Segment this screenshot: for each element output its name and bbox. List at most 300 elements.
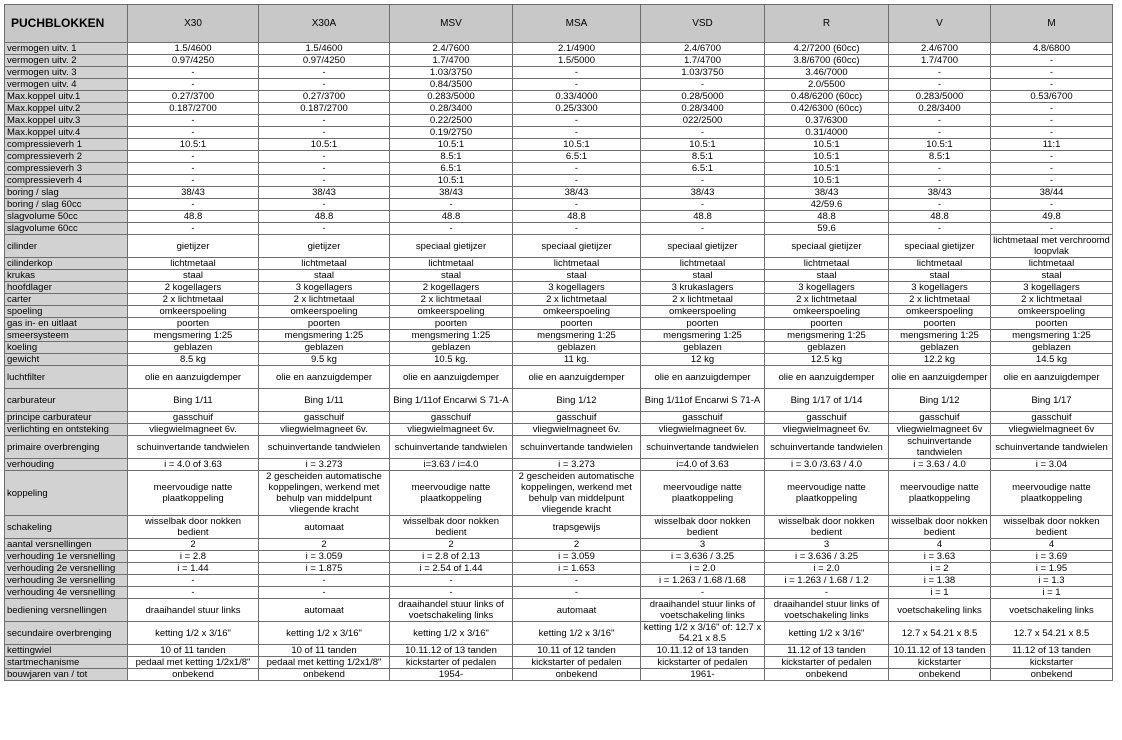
table-cell: pedaal met ketting 1/2x1/8" bbox=[128, 657, 259, 669]
table-cell: 2 x lichtmetaal bbox=[128, 294, 259, 306]
table-cell: Bing 1/11of Encarwi S 71-A bbox=[390, 389, 513, 412]
table-cell: 3 kogellagers bbox=[765, 282, 889, 294]
table-cell: 14.5 kg bbox=[991, 354, 1113, 366]
table-cell: - bbox=[765, 587, 889, 599]
model-header-m: M bbox=[991, 5, 1113, 43]
table-cell: - bbox=[889, 223, 991, 235]
table-cell: schuinvertande tandwielen bbox=[991, 436, 1113, 459]
table-cell: Bing 1/11 bbox=[259, 389, 390, 412]
table-row bbox=[5, 389, 1113, 412]
table-row bbox=[5, 424, 1113, 436]
table-cell: 10.5:1 bbox=[765, 139, 889, 151]
model-header-x30a: X30A bbox=[259, 5, 390, 43]
row-label: kettingwiel bbox=[5, 645, 128, 657]
table-cell: mengsmering 1:25 bbox=[259, 330, 390, 342]
table-cell: - bbox=[390, 587, 513, 599]
table-cell: schuinvertande tandwielen bbox=[889, 436, 991, 459]
table-cell: 12 kg bbox=[641, 354, 765, 366]
table-cell: onbekend bbox=[889, 669, 991, 681]
table-row bbox=[5, 669, 1113, 681]
table-cell: gasschuif bbox=[765, 412, 889, 424]
table-row bbox=[5, 127, 1113, 139]
table-row bbox=[5, 587, 1113, 599]
table-cell: 0.31/4000 bbox=[765, 127, 889, 139]
table-row bbox=[5, 657, 1113, 669]
table-cell: gasschuif bbox=[641, 412, 765, 424]
table-cell: staal bbox=[128, 270, 259, 282]
table-cell: 2 bbox=[259, 539, 390, 551]
table-cell: 2 bbox=[128, 539, 259, 551]
table-cell: i=3.63 / i=4.0 bbox=[390, 459, 513, 471]
table-cell: 2 bbox=[390, 539, 513, 551]
table-row bbox=[5, 366, 1113, 389]
table-cell: 2.4/7600 bbox=[390, 43, 513, 55]
table-cell: kickstarter of pedalen bbox=[513, 657, 641, 669]
table-cell: - bbox=[991, 55, 1113, 67]
table-cell: i = 3.059 bbox=[513, 551, 641, 563]
table-cell: i = 3.63 / 4.0 bbox=[889, 459, 991, 471]
row-label: boring / slag 60cc bbox=[5, 199, 128, 211]
table-row bbox=[5, 622, 1113, 645]
model-header-vsd: VSD bbox=[641, 5, 765, 43]
header-row bbox=[5, 5, 1113, 43]
table-cell: 2 x lichtmetaal bbox=[889, 294, 991, 306]
table-cell: 12.7 x 54.21 x 8.5 bbox=[889, 622, 991, 645]
row-label: gas in- en uitlaat bbox=[5, 318, 128, 330]
table-cell: 022/2500 bbox=[641, 115, 765, 127]
table-cell: 3 kogellagers bbox=[259, 282, 390, 294]
table-row bbox=[5, 91, 1113, 103]
table-cell: olie en aanzuigdemper bbox=[765, 366, 889, 389]
table-cell: - bbox=[259, 199, 390, 211]
table-cell: vliegwielmagneet 6v. bbox=[641, 424, 765, 436]
table-cell: - bbox=[390, 199, 513, 211]
table-cell: meervoudige natte plaatkoppeling bbox=[641, 471, 765, 516]
table-cell: staal bbox=[991, 270, 1113, 282]
table-cell: kickstarter of pedalen bbox=[390, 657, 513, 669]
model-header-r: R bbox=[765, 5, 889, 43]
table-cell: 2 x lichtmetaal bbox=[765, 294, 889, 306]
table-cell: 10.11.12 of 13 tanden bbox=[889, 645, 991, 657]
table-cell: schuinvertande tandwielen bbox=[513, 436, 641, 459]
table-cell: automaat bbox=[259, 516, 390, 539]
row-label: verhouding 3e versnelling bbox=[5, 575, 128, 587]
table-cell: staal bbox=[765, 270, 889, 282]
table-cell: 49.8 bbox=[991, 211, 1113, 223]
table-cell: i = 3.636 / 3.25 bbox=[641, 551, 765, 563]
table-cell: Bing 1/12 bbox=[889, 389, 991, 412]
table-cell: ketting 1/2 x 3/16" bbox=[259, 622, 390, 645]
table-cell: kickstarter bbox=[991, 657, 1113, 669]
table-cell: wisselbak door nokken bedient bbox=[991, 516, 1113, 539]
table-cell: lichtmetaal bbox=[991, 258, 1113, 270]
table-cell: 10.5:1 bbox=[390, 139, 513, 151]
row-label: vermogen uitv. 1 bbox=[5, 43, 128, 55]
table-cell: poorten bbox=[513, 318, 641, 330]
table-cell: meervoudige natte plaatkoppeling bbox=[390, 471, 513, 516]
model-header-msv: MSV bbox=[390, 5, 513, 43]
table-cell: lichtmetaal bbox=[765, 258, 889, 270]
table-cell: - bbox=[128, 127, 259, 139]
table-cell: - bbox=[259, 163, 390, 175]
table-cell: olie en aanzuigdemper bbox=[889, 366, 991, 389]
table-cell: - bbox=[513, 163, 641, 175]
table-cell: - bbox=[641, 199, 765, 211]
table-row bbox=[5, 270, 1113, 282]
table-cell: 38/43 bbox=[513, 187, 641, 199]
row-label: vermogen uitv. 3 bbox=[5, 67, 128, 79]
table-cell: ketting 1/2 x 3/16" of: 12.7 x 54.21 x 8.5 bbox=[641, 622, 765, 645]
table-cell: - bbox=[889, 163, 991, 175]
table-cell: 2 kogellagers bbox=[128, 282, 259, 294]
table-row bbox=[5, 342, 1113, 354]
table-cell: schuinvertande tandwielen bbox=[390, 436, 513, 459]
table-row bbox=[5, 163, 1113, 175]
row-label: verhouding 2e versnelling bbox=[5, 563, 128, 575]
table-cell: - bbox=[259, 79, 390, 91]
table-cell: lichtmetaal met verchroomd loopvlak bbox=[991, 235, 1113, 258]
model-header-msa: MSA bbox=[513, 5, 641, 43]
table-cell: mengsmering 1:25 bbox=[765, 330, 889, 342]
table-cell: 10.5:1 bbox=[765, 163, 889, 175]
table-cell: 10.5:1 bbox=[513, 139, 641, 151]
table-cell: - bbox=[889, 175, 991, 187]
row-label: gewicht bbox=[5, 354, 128, 366]
table-cell: gasschuif bbox=[889, 412, 991, 424]
row-label: verhouding 4e versnelling bbox=[5, 587, 128, 599]
spec-table bbox=[4, 4, 1113, 681]
table-cell: - bbox=[991, 127, 1113, 139]
table-cell: i = 3.636 / 3.25 bbox=[765, 551, 889, 563]
table-cell: - bbox=[991, 163, 1113, 175]
table-cell: - bbox=[259, 67, 390, 79]
table-cell: ketting 1/2 x 3/16" bbox=[513, 622, 641, 645]
table-cell: kickstarter bbox=[889, 657, 991, 669]
table-cell: kickstarter of pedalen bbox=[641, 657, 765, 669]
table-row bbox=[5, 575, 1113, 587]
table-cell: 4 bbox=[889, 539, 991, 551]
table-row bbox=[5, 235, 1113, 258]
table-cell: i = 1.38 bbox=[889, 575, 991, 587]
table-cell: schuinvertande tandwielen bbox=[765, 436, 889, 459]
table-cell: 9.5 kg bbox=[259, 354, 390, 366]
row-label: secundaire overbrenging bbox=[5, 622, 128, 645]
table-cell: 59.6 bbox=[765, 223, 889, 235]
table-cell: 10.5 kg. bbox=[390, 354, 513, 366]
table-cell: mengsmering 1:25 bbox=[641, 330, 765, 342]
table-cell: - bbox=[991, 103, 1113, 115]
table-cell: 10.5:1 bbox=[390, 175, 513, 187]
table-cell: omkeerspoeling bbox=[991, 306, 1113, 318]
table-cell: 6.5:1 bbox=[513, 151, 641, 163]
table-cell: poorten bbox=[390, 318, 513, 330]
table-cell: i = 3.059 bbox=[259, 551, 390, 563]
table-cell: i = 1.95 bbox=[991, 563, 1113, 575]
table-cell: 1.5/5000 bbox=[513, 55, 641, 67]
row-label: aantal versnellingen bbox=[5, 539, 128, 551]
table-cell: 0.28/3400 bbox=[889, 103, 991, 115]
table-row bbox=[5, 258, 1113, 270]
table-cell: geblazen bbox=[513, 342, 641, 354]
table-cell: 3 bbox=[641, 539, 765, 551]
table-cell: 4 bbox=[991, 539, 1113, 551]
table-cell: 6.5:1 bbox=[641, 163, 765, 175]
table-cell: i = 2.0 bbox=[641, 563, 765, 575]
table-cell: i = 3.04 bbox=[991, 459, 1113, 471]
table-cell: - bbox=[513, 175, 641, 187]
table-cell: poorten bbox=[128, 318, 259, 330]
table-cell: speciaal gietijzer bbox=[889, 235, 991, 258]
table-cell: - bbox=[991, 175, 1113, 187]
table-cell: 4.2/7200 (60cc) bbox=[765, 43, 889, 55]
table-cell: 1.7/4700 bbox=[390, 55, 513, 67]
table-row bbox=[5, 67, 1113, 79]
table-cell: - bbox=[641, 223, 765, 235]
table-cell: - bbox=[128, 115, 259, 127]
table-cell: - bbox=[991, 199, 1113, 211]
table-cell: omkeerspoeling bbox=[390, 306, 513, 318]
table-row bbox=[5, 318, 1113, 330]
table-cell: vliegwielmagneet 6v. bbox=[259, 424, 390, 436]
table-cell: meervoudige natte plaatkoppeling bbox=[889, 471, 991, 516]
row-label: krukas bbox=[5, 270, 128, 282]
table-cell: - bbox=[259, 151, 390, 163]
table-cell: i = 3.69 bbox=[991, 551, 1113, 563]
table-cell: 2 gescheiden automatische koppelingen, werkend met behulp van middelpunt vliegende kracht bbox=[259, 471, 390, 516]
table-cell: 0.33/4000 bbox=[513, 91, 641, 103]
table-cell: - bbox=[991, 115, 1113, 127]
table-cell: meervoudige natte plaatkoppeling bbox=[765, 471, 889, 516]
table-cell: onbekend bbox=[259, 669, 390, 681]
table-cell: Bing 1/17 of 1/14 bbox=[765, 389, 889, 412]
table-cell: 0.187/2700 bbox=[259, 103, 390, 115]
table-row bbox=[5, 330, 1113, 342]
table-cell: 0.27/3700 bbox=[259, 91, 390, 103]
table-cell: voetschakeling links bbox=[991, 599, 1113, 622]
table-cell: 2 x lichtmetaal bbox=[641, 294, 765, 306]
table-cell: ketting 1/2 x 3/16" bbox=[128, 622, 259, 645]
table-cell: omkeerspoeling bbox=[765, 306, 889, 318]
table-cell: 48.8 bbox=[390, 211, 513, 223]
table-cell: poorten bbox=[259, 318, 390, 330]
table-cell: automaat bbox=[513, 599, 641, 622]
table-cell: vliegwielmagneet 6v. bbox=[513, 424, 641, 436]
table-cell: 0.187/2700 bbox=[128, 103, 259, 115]
table-cell: - bbox=[641, 127, 765, 139]
table-cell: i=4.0 of 3.63 bbox=[641, 459, 765, 471]
table-cell: wisselbak door nokken bedient bbox=[390, 516, 513, 539]
table-cell: 10.5:1 bbox=[641, 139, 765, 151]
table-cell: schuinvertande tandwielen bbox=[641, 436, 765, 459]
table-cell: - bbox=[128, 587, 259, 599]
table-cell: 38/43 bbox=[259, 187, 390, 199]
table-cell: gietijzer bbox=[259, 235, 390, 258]
table-row bbox=[5, 211, 1113, 223]
row-label: smeersysteem bbox=[5, 330, 128, 342]
table-cell: vliegwielmagneet 6v bbox=[991, 424, 1113, 436]
table-cell: vliegwielmagneet 6v bbox=[889, 424, 991, 436]
table-cell: lichtmetaal bbox=[259, 258, 390, 270]
table-cell: draaihandel stuur links of voetschakeling links bbox=[765, 599, 889, 622]
table-cell: - bbox=[991, 151, 1113, 163]
table-cell: 12.7 x 54.21 x 8.5 bbox=[991, 622, 1113, 645]
table-cell: i = 1.263 / 1.68 / 1.2 bbox=[765, 575, 889, 587]
table-cell: - bbox=[641, 175, 765, 187]
table-row bbox=[5, 436, 1113, 459]
table-title: PUCHBLOKKEN bbox=[5, 5, 128, 43]
table-cell: draaihandel stuur links of voetschakeling links bbox=[641, 599, 765, 622]
table-row bbox=[5, 151, 1113, 163]
table-cell: - bbox=[889, 67, 991, 79]
table-cell: 1.7/4700 bbox=[641, 55, 765, 67]
table-cell: lichtmetaal bbox=[128, 258, 259, 270]
table-cell: 38/43 bbox=[128, 187, 259, 199]
table-cell: 0.97/4250 bbox=[128, 55, 259, 67]
table-cell: gietijzer bbox=[128, 235, 259, 258]
table-cell: 38/43 bbox=[765, 187, 889, 199]
table-row bbox=[5, 282, 1113, 294]
table-cell: staal bbox=[889, 270, 991, 282]
table-cell: staal bbox=[390, 270, 513, 282]
row-label: cilinderkop bbox=[5, 258, 128, 270]
table-row bbox=[5, 187, 1113, 199]
table-cell: staal bbox=[513, 270, 641, 282]
table-cell: gasschuif bbox=[128, 412, 259, 424]
table-cell: lichtmetaal bbox=[641, 258, 765, 270]
table-cell: - bbox=[641, 587, 765, 599]
table-cell: 38/44 bbox=[991, 187, 1113, 199]
table-cell: 48.8 bbox=[765, 211, 889, 223]
table-row bbox=[5, 599, 1113, 622]
table-cell: i = 2 bbox=[889, 563, 991, 575]
row-label: hoofdlager bbox=[5, 282, 128, 294]
row-label: startmechanisme bbox=[5, 657, 128, 669]
table-cell: schuinvertande tandwielen bbox=[259, 436, 390, 459]
table-cell: 42/59.6 bbox=[765, 199, 889, 211]
table-cell: 3 kogellagers bbox=[991, 282, 1113, 294]
table-row bbox=[5, 199, 1113, 211]
table-cell: 8.5:1 bbox=[390, 151, 513, 163]
row-label: bouwjaren van / tot bbox=[5, 669, 128, 681]
table-cell: 11.12 of 13 tanden bbox=[765, 645, 889, 657]
row-label: slagvolume 50cc bbox=[5, 211, 128, 223]
table-cell: 48.8 bbox=[513, 211, 641, 223]
table-cell: 10.5:1 bbox=[128, 139, 259, 151]
table-cell: speciaal gietijzer bbox=[641, 235, 765, 258]
table-cell: voetschakeling links bbox=[889, 599, 991, 622]
table-cell: lichtmetaal bbox=[889, 258, 991, 270]
table-cell: Bing 1/11 bbox=[128, 389, 259, 412]
table-cell: - bbox=[513, 199, 641, 211]
table-cell: onbekend bbox=[513, 669, 641, 681]
table-cell: - bbox=[128, 575, 259, 587]
table-cell: olie en aanzuigdemper bbox=[128, 366, 259, 389]
table-cell: geblazen bbox=[128, 342, 259, 354]
table-cell: i = 1 bbox=[889, 587, 991, 599]
table-cell: i = 2.0 bbox=[765, 563, 889, 575]
table-cell: - bbox=[513, 223, 641, 235]
table-cell: - bbox=[128, 199, 259, 211]
table-cell: omkeerspoeling bbox=[513, 306, 641, 318]
table-cell: 10.11.12 of 13 tanden bbox=[641, 645, 765, 657]
table-cell: 48.8 bbox=[641, 211, 765, 223]
table-cell: - bbox=[128, 175, 259, 187]
table-cell: gasschuif bbox=[513, 412, 641, 424]
table-row bbox=[5, 55, 1113, 67]
table-cell: 0.28/5000 bbox=[641, 91, 765, 103]
row-label: slagvolume 60cc bbox=[5, 223, 128, 235]
table-cell: - bbox=[259, 223, 390, 235]
table-cell: i = 2.8 of 2.13 bbox=[390, 551, 513, 563]
model-header-x30: X30 bbox=[128, 5, 259, 43]
table-cell: 3 krukaslagers bbox=[641, 282, 765, 294]
table-cell: speciaal gietijzer bbox=[513, 235, 641, 258]
table-cell: - bbox=[513, 587, 641, 599]
table-row bbox=[5, 551, 1113, 563]
table-cell: - bbox=[259, 175, 390, 187]
table-cell: 10 of 11 tanden bbox=[128, 645, 259, 657]
table-cell: 2.4/6700 bbox=[641, 43, 765, 55]
table-row bbox=[5, 412, 1113, 424]
table-cell: 38/43 bbox=[889, 187, 991, 199]
table-cell: 10.5:1 bbox=[765, 151, 889, 163]
table-cell: poorten bbox=[765, 318, 889, 330]
table-cell: olie en aanzuigdemper bbox=[390, 366, 513, 389]
table-cell: gasschuif bbox=[259, 412, 390, 424]
row-label: compressieverh 2 bbox=[5, 151, 128, 163]
table-cell: 11 kg. bbox=[513, 354, 641, 366]
table-cell: - bbox=[513, 79, 641, 91]
table-cell: draaihandel stuur links of voetschakeling links bbox=[390, 599, 513, 622]
row-label: koeling bbox=[5, 342, 128, 354]
table-cell: meervoudige natte plaatkoppeling bbox=[128, 471, 259, 516]
table-cell: - bbox=[390, 223, 513, 235]
table-cell: mengsmering 1:25 bbox=[390, 330, 513, 342]
table-cell: 48.8 bbox=[889, 211, 991, 223]
table-cell: i = 3.273 bbox=[259, 459, 390, 471]
table-cell: - bbox=[390, 575, 513, 587]
table-cell: 2.0/5500 bbox=[765, 79, 889, 91]
table-cell: 0.27/3700 bbox=[128, 91, 259, 103]
table-cell: wisselbak door nokken bedient bbox=[128, 516, 259, 539]
table-cell: 0.28/3400 bbox=[641, 103, 765, 115]
table-cell: staal bbox=[641, 270, 765, 282]
row-label: verhouding bbox=[5, 459, 128, 471]
table-cell: geblazen bbox=[765, 342, 889, 354]
table-cell: 2 x lichtmetaal bbox=[259, 294, 390, 306]
table-cell: olie en aanzuigdemper bbox=[991, 366, 1113, 389]
table-cell: i = 1.263 / 1.68 /1.68 bbox=[641, 575, 765, 587]
table-row bbox=[5, 516, 1113, 539]
row-label: carburateur bbox=[5, 389, 128, 412]
table-cell: geblazen bbox=[991, 342, 1113, 354]
table-cell: olie en aanzuigdemper bbox=[641, 366, 765, 389]
table-cell: - bbox=[128, 163, 259, 175]
table-cell: 0.19/2750 bbox=[390, 127, 513, 139]
table-cell: i = 1.653 bbox=[513, 563, 641, 575]
table-row bbox=[5, 43, 1113, 55]
table-cell: - bbox=[259, 127, 390, 139]
table-cell: 0.48/6200 (60cc) bbox=[765, 91, 889, 103]
row-label: verlichting en ontsteking bbox=[5, 424, 128, 436]
table-cell: 12.5 kg bbox=[765, 354, 889, 366]
row-label: koppeling bbox=[5, 471, 128, 516]
row-label: verhouding 1e versnelling bbox=[5, 551, 128, 563]
table-row bbox=[5, 563, 1113, 575]
table-cell: mengsmering 1:25 bbox=[991, 330, 1113, 342]
table-cell: - bbox=[259, 575, 390, 587]
table-cell: 10.11.12 of 13 tanden bbox=[390, 645, 513, 657]
